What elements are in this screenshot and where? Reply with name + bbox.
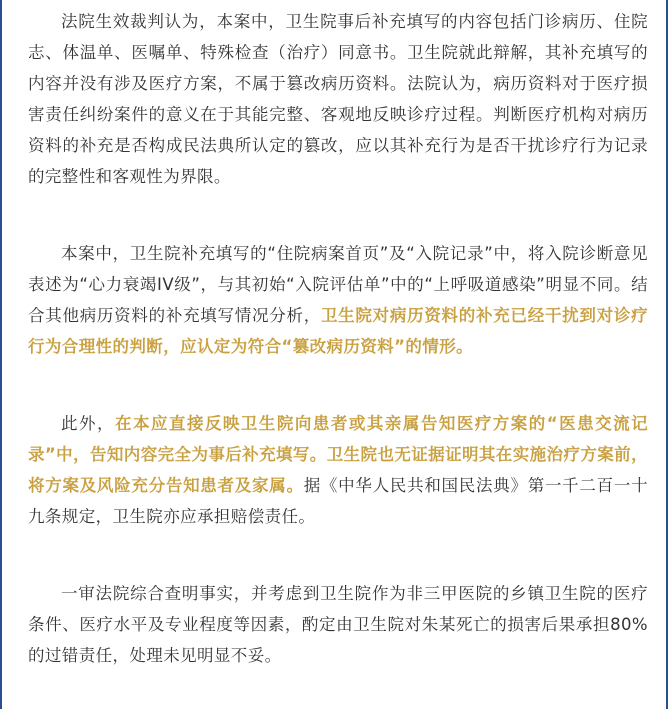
paragraph-case-analysis-text: 本案中，卫生院补充填写的“住院病案首页”及“入院记录”中，将入院诊断意见表述为“心力衰竭IV级”，与其初始“入院评估单”中的“上呼吸道感染”明显不同。结合其他病历资料的补充填写情况分析， [28,244,648,325]
paragraph-case-analysis-highlight: 卫生院对病历资料的补充已经干扰到对诊疗行为合理性的判断，应认定为符合“篡改病历资料”的情形。 [28,306,648,356]
paragraph-ruling [28,6,648,192]
paragraph-ruling-text: 法院生效裁判认为，本案中，卫生院事后补充填写的内容包括门诊病历、住院志、体温单、医嘱单、特殊检查（治疗）同意书。卫生院就此辩解，其补充填写的内容并没有涉及医疗方案，不属于篡改病历资料。法院认为，病历资料对于医疗损害责任纠纷案件的意义在于其能完整、客观地反映诊疗过程。判断医疗机构对病历资料的补充是否构成民法典所认定的篡改，应以其补充行为是否干扰诊疗行为记录的完整性和客观性为界限。 [28,12,648,186]
paragraph-first-instance [28,578,648,671]
paragraph-additional-text: 此外， [61,414,115,433]
paragraph-additional [28,408,648,532]
paragraph-additional-highlight: 在本应直接反映卫生院向患者或其亲属告知医疗方案的“医患交流记录”中，告知内容完全为事后补充填写。卫生院也无证据证明其在实施治疗方案前，将方案及风险充分告知患者及家属。 [28,414,648,495]
paragraph-case-analysis [28,238,648,362]
paragraph-additional-text-after: 据《中华人民共和国民法典》第一千二百一十九条规定，卫生院亦应承担赔偿责任。 [28,476,648,526]
paragraph-first-instance-text: 一审法院综合查明事实，并考虑到卫生院作为非三甲医院的乡镇卫生院的医疗条件、医疗水平及专业程度等因素，酌定由卫生院对朱某死亡的损害后果承担80%的过错责任，处理未见明显不妥。 [28,584,648,665]
article-body [28,0,648,671]
